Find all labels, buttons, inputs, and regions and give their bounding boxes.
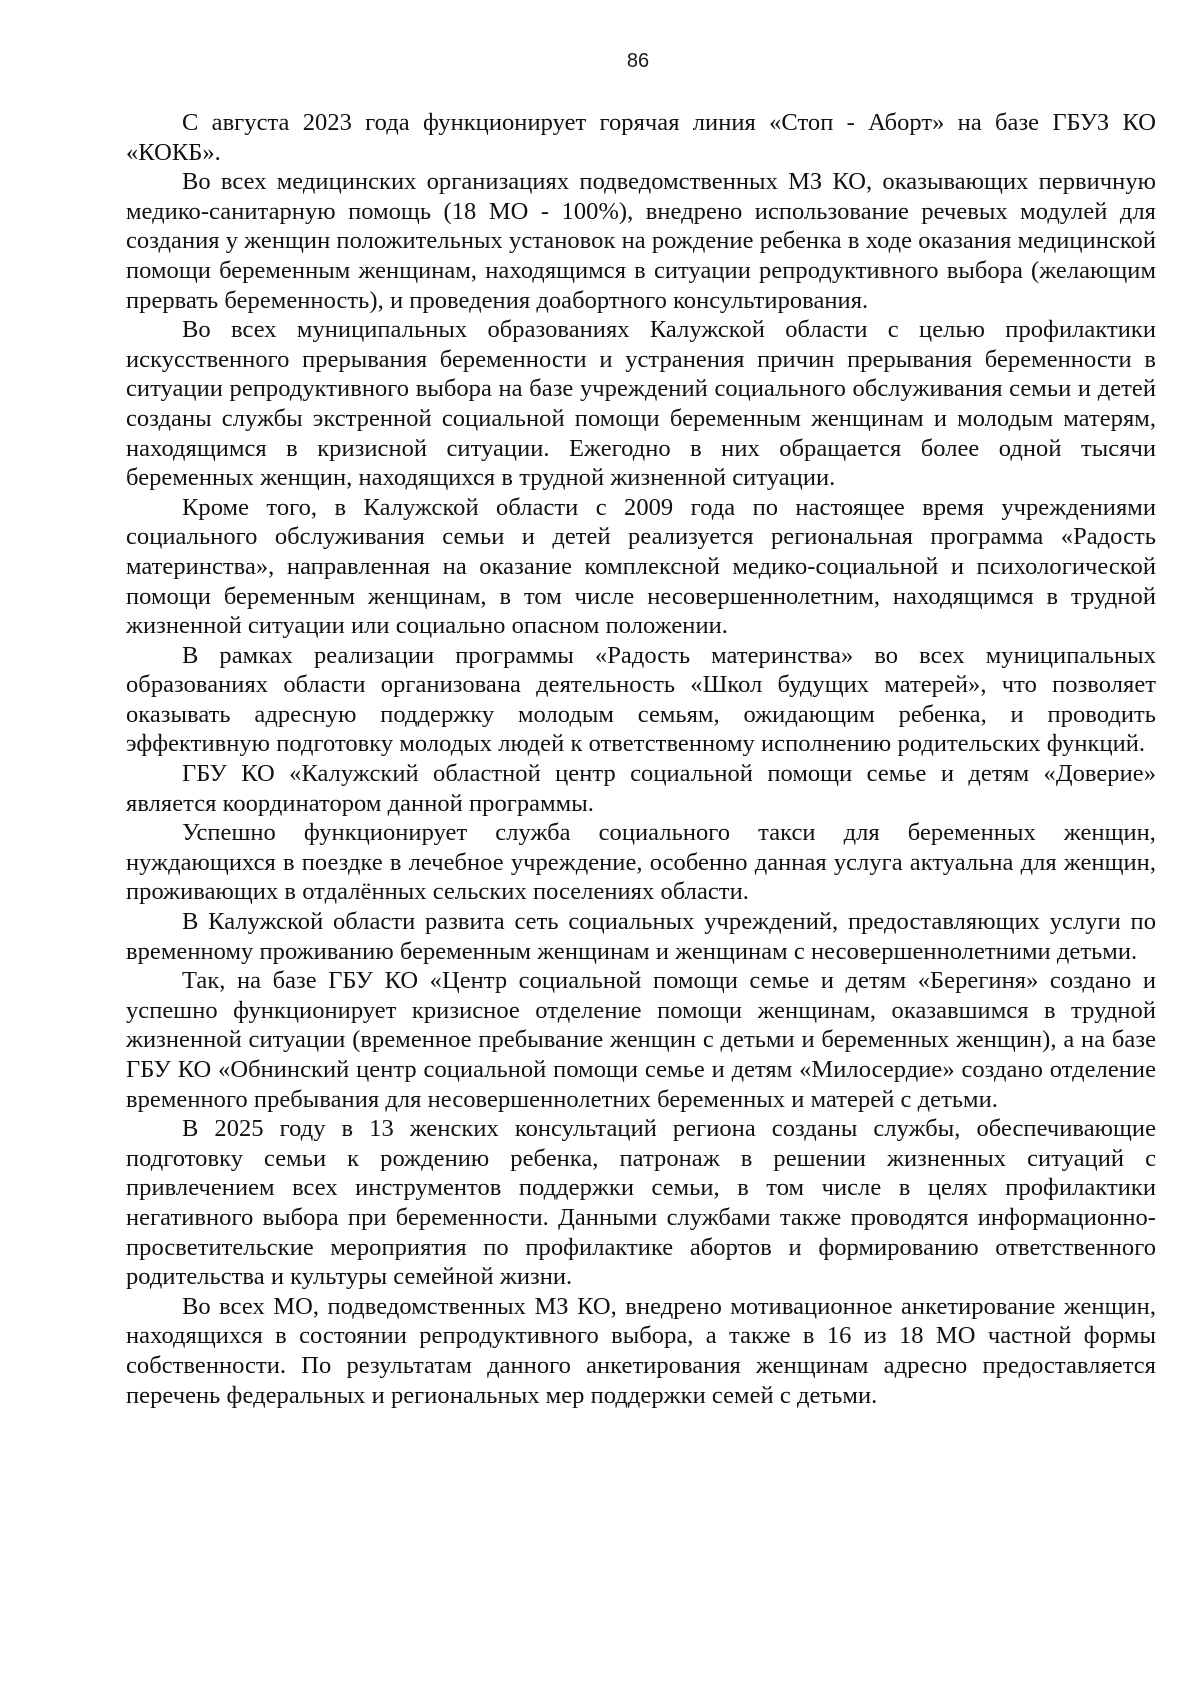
document-body [126, 108, 1156, 1410]
paragraph-crisis-departments: Так, на базе ГБУ КО «Центр социальной помощи семье и детям «Берегиня» создано и успешно функционирует кризисное отделение помощи женщинам, оказавшимся в трудной жизненной ситуации (временное пребывание женщин с детьми и беременных женщин), а на базе ГБУ КО «Обнинский центр социальной помощи семье и детям «Милосердие» создано отделение временного пребывания для несовершеннолетних беременных и матерей с детьми. [126, 967, 1156, 1113]
paragraph-emergency-services: Во всех муниципальных образованиях Калужской области с целью профилактики искусственного прерывания беременности и устранения причин прерывания беременности в ситуации репродуктивного выбора на базе учреждений социального обслуживания семьи и детей созданы службы экстренной социальной помощи беременным женщинам и молодым матерям, находящимся в кризисной ситуации. Ежегодно в них обращается более одной тысячи беременных женщин, находящихся в трудной жизненной ситуации. [126, 316, 1156, 492]
paragraph-speech-modules: Во всех медицинских организациях подведомственных МЗ КО, оказывающих первичную медико-санитарную помощь (18 МО - 100%), внедрено использование речевых модулей для создания у женщин положительных установок на рождение ребенка в ходе оказания медицинской помощи беременным женщинам, находящимся в ситуации репродуктивного выбора (желающим прервать беременность), и проведения доабортного консультирования. [126, 168, 1156, 314]
paragraph-motivational-survey: Во всех МО, подведомственных МЗ КО, внедрено мотивационное анкетирование женщин, находящихся в состоянии репродуктивного выбора, а также в 16 из 18 МО частной формы собственности. По результатам данного анкетирования женщинам адресно предоставляется перечень федеральных и региональных мер поддержки семей с детьми. [126, 1292, 1156, 1409]
page-number: 86 [626, 50, 650, 72]
paragraph-temporary-housing: В Калужской области развита сеть социальных учреждений, предоставляющих услуги по временному проживанию беременным женщинам и женщинам с несовершеннолетними детьми. [126, 908, 1156, 965]
paragraph-social-taxi: Успешно функционирует служба социального такси для беременных женщин, нуждающихся в поездке в лечебное учреждение, особенно данная услуга актуальна для женщин, проживающих в отдалённых сельских поселениях области. [126, 819, 1156, 906]
paragraph-program-coordinator: ГБУ КО «Калужский областной центр социальной помощи семье и детям «Доверие» является координатором данной программы. [126, 760, 1156, 817]
paragraph-consultation-services-2025: В 2025 году в 13 женских консультаций региона созданы службы, обеспечивающие подготовку семьи к рождению ребенка, патронаж в решении жизненных ситуаций с привлечением всех инструментов поддержки семьи, в том числе в целях профилактики негативного выбора при беременности. Данными службами также проводятся информационно-просветительские мероприятия по профилактике абортов и формированию ответственного родительства и культуры семейной жизни. [126, 1115, 1156, 1291]
paragraph-hotline: С августа 2023 года функционирует горячая линия «Стоп - Аборт» на базе ГБУЗ КО «КОКБ». [126, 109, 1156, 166]
paragraph-joy-of-motherhood-program: Кроме того, в Калужской области с 2009 года по настоящее время учреждениями социального обслуживания семьи и детей реализуется региональная программа «Радость материнства», направленная на оказание комплексной медико-социальной и психологической помощи беременным женщинам, в том числе несовершеннолетним, находящимся в трудной жизненной ситуации или социально опасном положении. [126, 493, 1156, 640]
paragraph-future-mothers-schools: В рамках реализации программы «Радость материнства» во всех муниципальных образованиях области организована деятельность «Школ будущих матерей», что позволяет оказывать адресную поддержку молодым семьям, ожидающим ребенка, и проводить эффективную подготовку молодых людей к ответственному исполнению родительских функций. [126, 641, 1156, 758]
